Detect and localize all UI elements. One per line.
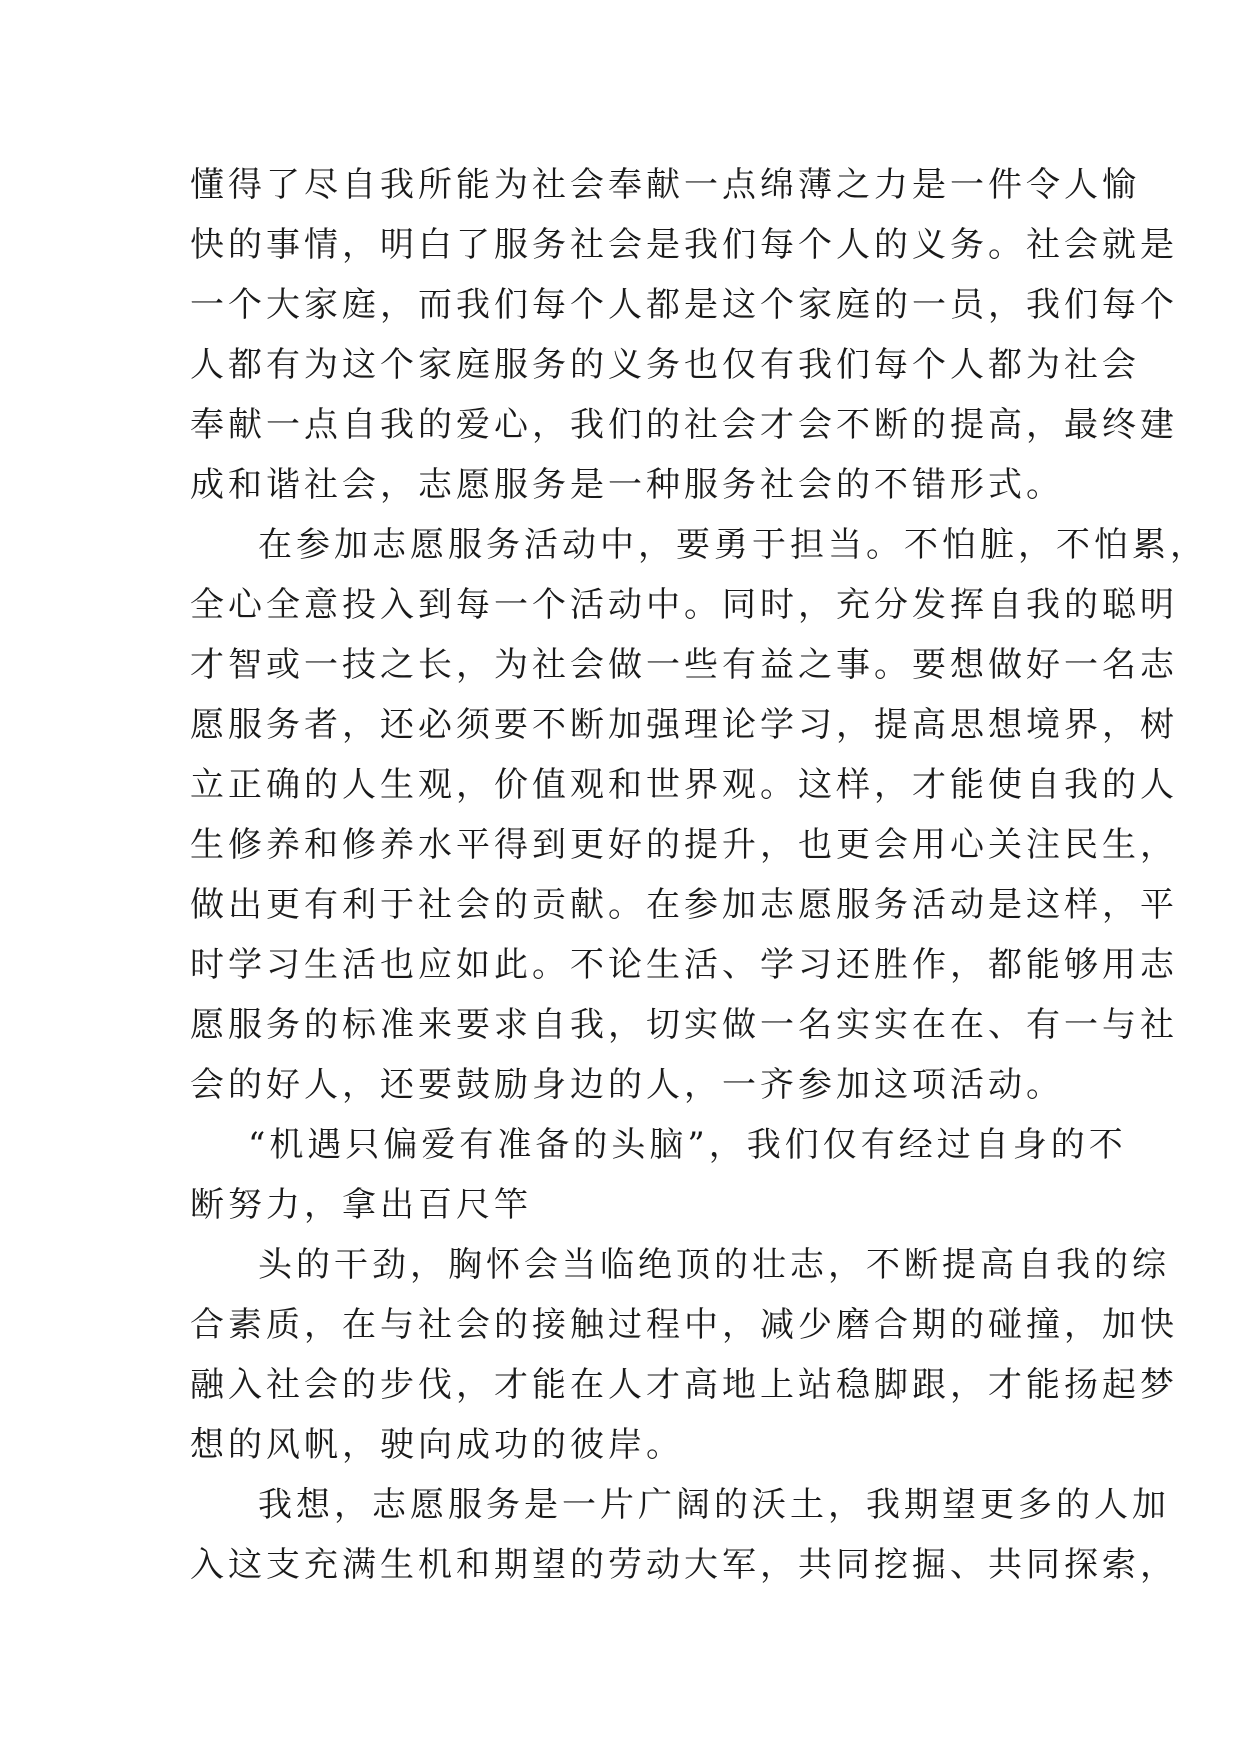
paragraph-first-line: “机遇只偏爱有准备的头脑”，我们仅有经过自身的不 — [248, 1125, 1127, 1165]
text-line: 合素质，在与社会的接触过程中，减少磨合期的碰撞，加快 — [190, 1305, 1178, 1345]
paragraph-first-line: 我想，志愿服务是一片广阔的沃土，我期望更多的人加 — [258, 1485, 1170, 1525]
text-line: 成和谐社会，志愿服务是一种服务社会的不错形式。 — [190, 465, 1064, 505]
text-line: 时学习生活也应如此。不论生活、学习还胜作，都能够用志 — [190, 945, 1178, 985]
text-line: 快的事情，明白了服务社会是我们每个人的义务。社会就是 — [190, 225, 1178, 265]
text-line: 断努力，拿出百尺竿 — [190, 1185, 532, 1225]
text-line: 人都有为这个家庭服务的义务也仅有我们每个人都为社会 — [190, 345, 1140, 385]
text-line: 全心全意投入到每一个活动中。同时，充分发挥自我的聪明 — [190, 585, 1178, 625]
text-line: 一个大家庭，而我们每个人都是这个家庭的一员，我们每个 — [190, 285, 1178, 325]
paragraph-first-line: 头的干劲，胸怀会当临绝顶的壮志，不断提高自我的综 — [258, 1245, 1170, 1285]
text-line: 懂得了尽自我所能为社会奉献一点绵薄之力是一件令人愉 — [190, 165, 1140, 205]
text-line: 立正确的人生观，价值观和世界观。这样，才能使自我的人 — [190, 765, 1178, 805]
text-line: 奉献一点自我的爱心，我们的社会才会不断的提高，最终建 — [190, 405, 1178, 445]
text-line: 愿服务的标准来要求自我，切实做一名实实在在、有一与社 — [190, 1005, 1178, 1045]
text-line: 做出更有利于社会的贡献。在参加志愿服务活动是这样，平 — [190, 885, 1178, 925]
text-line: 愿服务者，还必须要不断加强理论学习，提高思想境界，树 — [190, 705, 1178, 745]
text-line: 生修养和修养水平得到更好的提升，也更会用心关注民生， — [190, 825, 1178, 865]
text-line: 想的风帆，驶向成功的彼岸。 — [190, 1425, 684, 1465]
text-line: 才智或一技之长，为社会做一些有益之事。要想做好一名志 — [190, 645, 1178, 685]
text-line: 融入社会的步伐，才能在人才高地上站稳脚跟，才能扬起梦 — [190, 1365, 1178, 1405]
text-line: 会的好人，还要鼓励身边的人，一齐参加这项活动。 — [190, 1065, 1064, 1105]
paragraph-first-line: 在参加志愿服务活动中，要勇于担当。不怕脏，不怕累， — [258, 525, 1208, 565]
text-line: 入这支充满生机和期望的劳动大军，共同挖掘、共同探索， — [190, 1545, 1178, 1585]
